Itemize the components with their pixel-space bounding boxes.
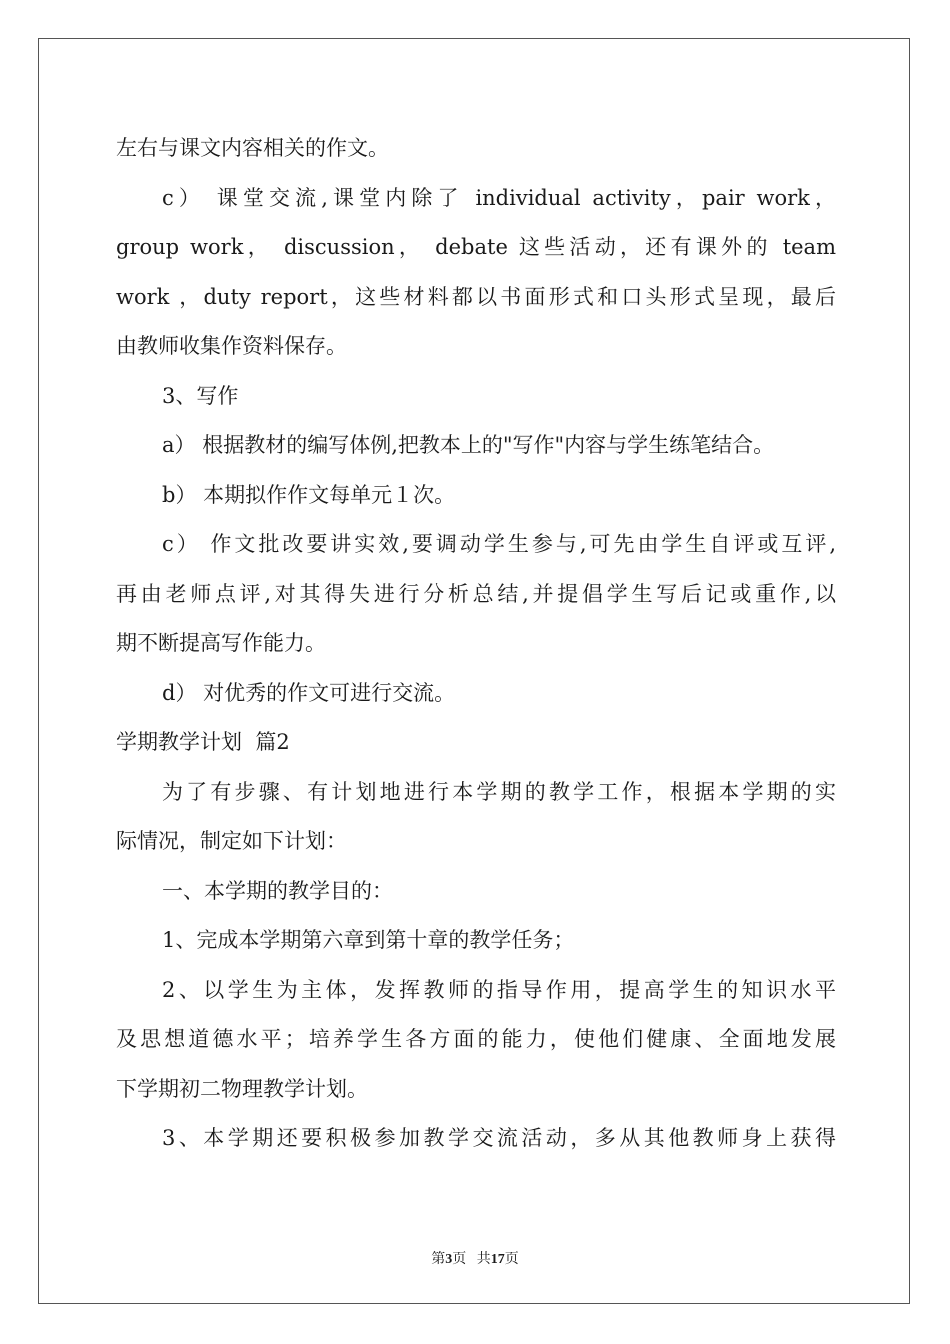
page-footer	[0, 1248, 950, 1268]
total-page-number: 17	[490, 1252, 505, 1267]
paragraph-line: d） 对优秀的作文可进行交流。	[162, 680, 456, 705]
footer-mid: 页 共	[452, 1252, 491, 1267]
paragraph-line: c） 课堂交流,课堂内除了 individual activity，pair work，	[162, 185, 836, 210]
paragraph-line: 2、以学生为主体，发挥教师的指导作用，提高学生的知识水平	[162, 977, 836, 1002]
current-page-number: 3	[445, 1252, 453, 1267]
footer-prefix: 第	[431, 1252, 446, 1267]
article-title: 学期教学计划 篇2	[116, 730, 290, 754]
paragraph-line: 由教师收集作资料保存。	[116, 334, 347, 358]
section-heading: 3、写作	[162, 383, 239, 408]
document-body	[116, 124, 836, 1164]
paragraph-line: 1、完成本学期第六章到第十章的教学任务；	[162, 928, 575, 952]
section-heading: 一、本学期的教学目的：	[162, 878, 393, 903]
paragraph-line: 为了有步骤、有计划地进行本学期的教学工作，根据本学期的实	[162, 779, 836, 804]
paragraph-line: 3、本学期还要积极参加教学交流活动，多从其他教师身上获得	[162, 1126, 836, 1150]
paragraph-line: group work， discussion， debate 这些活动，还有课外的 team	[116, 235, 836, 259]
paragraph-line: 及思想道德水平；培养学生各方面的能力，使他们健康、全面地发展	[116, 1027, 836, 1051]
paragraph-line: work ，duty report，这些材料都以书面形式和口头形式呈现，最后	[116, 284, 836, 309]
paragraph-line: 期不断提高写作能力。	[116, 631, 326, 655]
paragraph-line: c） 作文批改要讲实效,要调动学生参与,可先由学生自评或互评,	[162, 532, 836, 556]
paragraph-line: b） 本期拟作作文每单元１次。	[162, 482, 456, 507]
paragraph-line: 左右与课文内容相关的作文。	[116, 136, 389, 160]
footer-suffix: 页	[504, 1252, 519, 1267]
paragraph-line: 际情况，制定如下计划：	[116, 829, 347, 853]
paragraph-line: 再由老师点评,对其得失进行分析总结,并提倡学生写后记或重作,以	[116, 581, 836, 606]
paragraph-line: 下学期初二物理教学计划。	[116, 1076, 368, 1101]
paragraph-line: a） 根据教材的编写体例,把教本上的"写作"内容与学生练笔结合。	[162, 433, 775, 457]
